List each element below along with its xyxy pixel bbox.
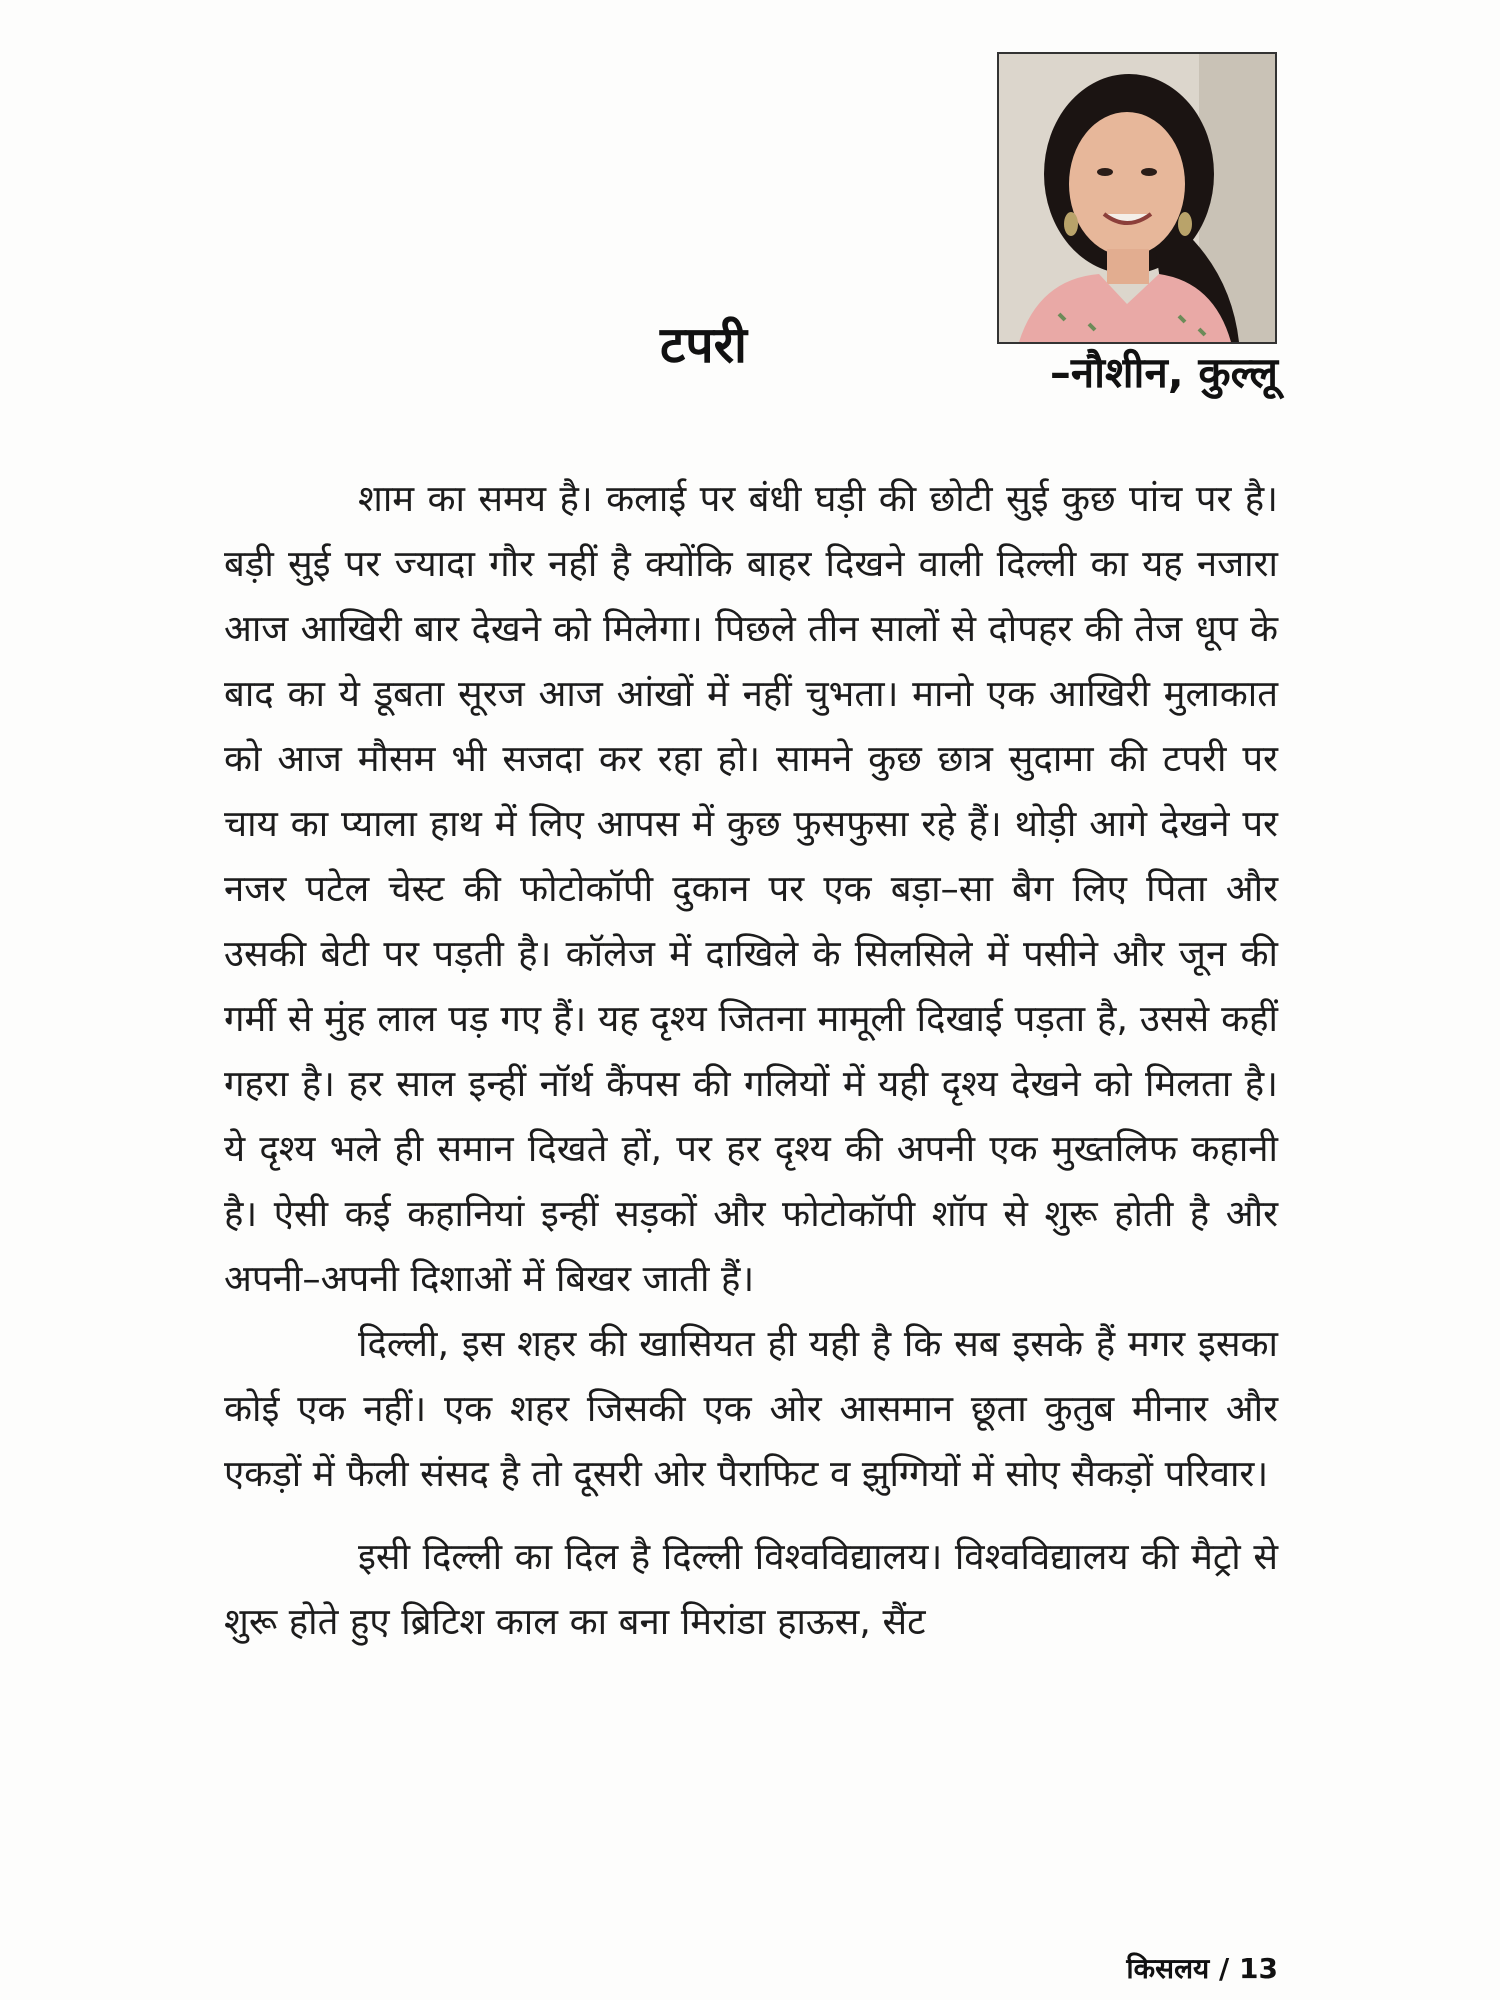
- author-photo: [997, 52, 1277, 344]
- article-author: –नौशीन, कुल्लू: [1049, 348, 1278, 397]
- paragraph: शाम का समय है। कलाई पर बंधी घड़ी की छोटी सुई कुछ पांच पर है। बड़ी सुई पर ज्यादा गौर नहीं है क्योंकि बाहर दिखने वाली दिल्ली का यह नजारा आज आखिरी बार देखने को मिलेगा। पिछले तीन सालों से दोपहर की तेज धूप के बाद का ये डूबता सूरज आज आंखों में नहीं चुभता। मानो एक आखिरी मुलाकात को आज मौसम भी सजदा कर रहा हो। सामने कुछ छात्र सुदामा की टपरी पर चाय का प्याला हाथ में लिए आपस में कुछ फुसफुसा रहे हैं। थोड़ी आगे देखने पर नजर पटेल चेस्ट की फोटोकॉपी दुकान पर एक बड़ा–सा बैग लिए पिता और उसकी बेटी पर पड़ती है। कॉलेज में दाखिले के सिलसिले में पसीने और जून की गर्मी से मुंह लाल पड़ गए हैं। यह दृश्य जितना मामूली दिखाई पड़ता है, उससे कहीं गहरा है। हर साल इन्हीं नॉर्थ कैंपस की गलियों में यही दृश्य देखने को मिलता है। ये दृश्य भले ही समान दिखते हों, पर हर दृश्य की अपनी एक मुख्तलिफ कहानी है। ऐसी कई कहानियां इन्हीं सड़कों और फोटोकॉपी शॉप से शुरू होती है और अपनी–अपनी दिशाओं में बिखर जाती हैं।: [224, 477, 1278, 1300]
- page-footer: किसलय / 13: [1126, 1952, 1278, 1985]
- paragraph: इसी दिल्ली का दिल है दिल्ली विश्वविद्यालय। विश्वविद्यालय की मैट्रो से शुरू होते हुए ब्रिटिश काल का बना मिरांडा हाऊस, सैंट: [224, 1535, 1278, 1643]
- paragraph: दिल्ली, इस शहर की खासियत ही यही है कि सब इसके हैं मगर इसका कोई एक नहीं। एक शहर जिसकी एक ओर आसमान छूता कुतुब मीनार और एकड़ों में फैली संसद है तो दूसरी ओर पैराफिट व झुग्गियों में सोए सैकड़ों परिवार।: [224, 1322, 1278, 1495]
- article-body: [224, 466, 1278, 1654]
- article-title: टपरी: [660, 316, 747, 374]
